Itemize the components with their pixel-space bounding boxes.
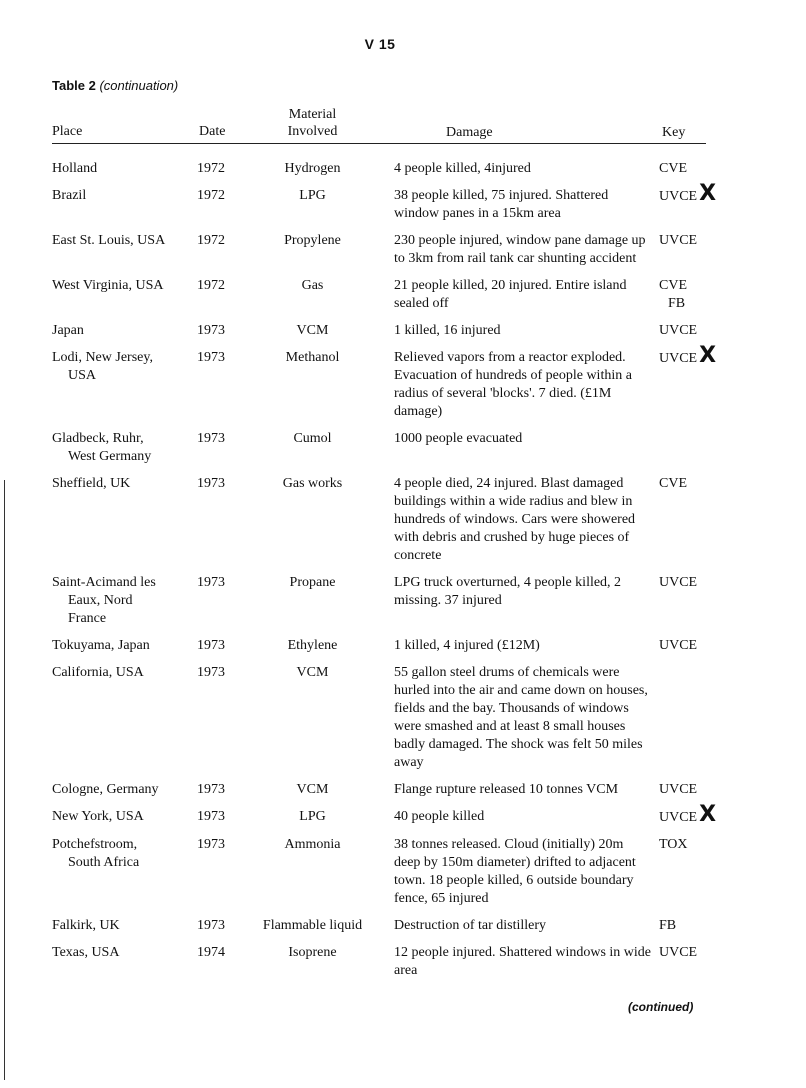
cell-key <box>659 160 719 178</box>
cell-date: 1973 <box>197 918 225 933</box>
cell-material: LPG <box>299 809 326 824</box>
table-caption-note: (continuation) <box>99 78 179 93</box>
cell-material: Ethylene <box>287 638 338 653</box>
header-material <box>270 106 355 140</box>
cell-place <box>52 322 197 340</box>
key-code: UVCE <box>659 810 698 825</box>
table-row <box>0 277 806 313</box>
cell-date: 1973 <box>197 665 225 680</box>
key-code: UVCE <box>659 575 698 590</box>
cell-damage: 4 people killed, 4injured <box>394 161 531 176</box>
table-caption <box>52 78 178 93</box>
cell-damage: 21 people killed, 20 injured. Entire island sealed off <box>394 278 627 311</box>
table-row <box>0 781 806 799</box>
cell-key <box>659 836 719 854</box>
cell-place <box>52 232 197 250</box>
header-material-line1: Material <box>288 107 337 122</box>
place-line: Holland <box>52 161 98 176</box>
place-line: Gladbeck, Ruhr, <box>52 431 144 446</box>
handwritten-x-mark: X <box>699 343 717 368</box>
table-row <box>0 944 806 980</box>
cell-damage: Flange rupture released 10 tonnes VCM <box>394 782 619 797</box>
table-row <box>0 836 806 908</box>
cell-material: VCM <box>296 323 329 338</box>
table-row <box>0 802 806 827</box>
cell-damage: 4 people died, 24 injured. Blast damaged buildings within a wide radius and blew in hundreds of windows. Cars were showered with debris and crushed by huge pieces of concrete <box>394 476 636 563</box>
cell-key <box>659 781 719 799</box>
key-code: UVCE <box>659 638 698 653</box>
table-row <box>0 574 806 628</box>
key-code: FB <box>659 918 677 933</box>
cell-date: 1973 <box>197 350 225 365</box>
cell-damage: 55 gallon steel drums of chemicals were hurled into the air and came down on houses, fields and the bay. Thousands of windows were smashed and at least 8 small houses badly damaged. The shock was felt 50 miles away <box>394 665 648 770</box>
cell-place <box>52 944 197 962</box>
cell-date: 1972 <box>197 188 225 203</box>
key-code: UVCE <box>659 945 698 960</box>
header-date: Date <box>199 124 226 139</box>
cell-material: Gas works <box>282 476 343 491</box>
table-row <box>0 637 806 655</box>
page-edge-line <box>4 480 5 1080</box>
place-line: West Virginia, USA <box>52 278 164 293</box>
place-line: Eaux, Nord <box>68 593 133 608</box>
cell-date: 1972 <box>197 161 225 176</box>
header-material-line2: Involved <box>287 124 338 139</box>
cell-place <box>52 475 197 493</box>
cell-date: 1972 <box>197 278 225 293</box>
cell-material: Propylene <box>284 233 341 248</box>
key-code: TOX <box>659 837 688 852</box>
place-line: West Germany <box>68 449 152 464</box>
cell-damage: Destruction of tar distillery <box>394 918 547 933</box>
key-code: CVE <box>659 476 687 491</box>
cell-damage: Relieved vapors from a reactor exploded. Evacuation of hundreds of people within a radius of several 'blocks'. 7 died. (£1M damage) <box>394 350 632 419</box>
cell-material: Cumol <box>293 431 332 446</box>
cell-key <box>659 574 719 592</box>
cell-material: Isoprene <box>288 945 337 960</box>
place-line: France <box>68 611 107 626</box>
cell-material: Hydrogen <box>284 161 341 176</box>
place-line: California, USA <box>52 665 144 680</box>
place-line: Sheffield, UK <box>52 476 131 491</box>
cell-place <box>52 277 197 295</box>
cell-key <box>659 322 719 340</box>
cell-date: 1973 <box>197 476 225 491</box>
cell-place <box>52 430 197 466</box>
cell-key <box>659 802 719 827</box>
table-row <box>0 181 806 223</box>
cell-place <box>52 781 197 799</box>
place-line: USA <box>68 368 97 383</box>
header-rule <box>52 143 706 144</box>
key-code: UVCE <box>659 233 698 248</box>
cell-damage: 1 killed, 16 injured <box>394 323 501 338</box>
cell-date: 1973 <box>197 837 225 852</box>
cell-place <box>52 160 197 178</box>
place-line: South Africa <box>68 855 140 870</box>
cell-key <box>659 475 719 493</box>
cell-key <box>659 232 719 250</box>
cell-date: 1972 <box>197 233 225 248</box>
cell-damage: 1 killed, 4 injured (£12M) <box>394 638 540 653</box>
cell-place <box>52 664 197 682</box>
page-number: V 15 <box>364 36 396 52</box>
key-code: UVCE <box>659 189 698 204</box>
cell-material: Ammonia <box>284 837 341 852</box>
cell-material: Methanol <box>285 350 340 365</box>
place-line: Tokuyama, Japan <box>52 638 150 653</box>
cell-material: Gas <box>301 278 324 293</box>
cell-place <box>52 349 197 385</box>
handwritten-x-mark: X <box>699 802 717 827</box>
place-line: Texas, USA <box>52 945 120 960</box>
cell-date: 1973 <box>197 638 225 653</box>
cell-material: Flammable liquid <box>262 918 363 933</box>
cell-key <box>659 277 719 313</box>
place-line: New York, USA <box>52 809 144 824</box>
cell-damage: 38 people killed, 75 injured. Shattered window panes in a 15km area <box>394 188 609 221</box>
cell-key <box>659 343 719 368</box>
cell-damage: 38 tonnes released. Cloud (initially) 20m deep by 150m diameter) drifted to adjacent town. 18 people killed, 6 outside boundary fence, 65 injured <box>394 837 636 906</box>
key-code: UVCE <box>659 351 698 366</box>
table-row <box>0 343 806 421</box>
continued-note: (continued) <box>628 1000 694 1014</box>
cell-date: 1973 <box>197 431 225 446</box>
cell-material: Propane <box>289 575 336 590</box>
place-line: Lodi, New Jersey, <box>52 350 153 365</box>
cell-damage: 12 people injured. Shattered windows in wide area <box>394 945 652 978</box>
cell-place <box>52 574 197 628</box>
cell-place <box>52 637 197 655</box>
cell-place <box>52 808 197 826</box>
place-line: Saint-Acimand les <box>52 575 156 590</box>
table-row <box>0 430 806 466</box>
place-line: Falkirk, UK <box>52 918 120 933</box>
cell-date: 1974 <box>197 945 225 960</box>
place-line: East St. Louis, USA <box>52 233 166 248</box>
key-code: UVCE <box>659 782 698 797</box>
handwritten-x-mark: X <box>699 181 717 206</box>
table-row <box>0 664 806 772</box>
cell-date: 1973 <box>197 782 225 797</box>
cell-place <box>52 917 197 935</box>
header-place: Place <box>52 124 83 139</box>
place-line: Potchefstroom, <box>52 837 138 852</box>
cell-material: LPG <box>299 188 326 203</box>
cell-date: 1973 <box>197 809 225 824</box>
cell-damage: 40 people killed <box>394 809 485 824</box>
cell-place <box>52 836 197 872</box>
cell-date: 1973 <box>197 323 225 338</box>
table-row <box>0 160 806 178</box>
table-row <box>0 917 806 935</box>
cell-key <box>659 944 719 962</box>
cell-damage: 1000 people evacuated <box>394 431 523 446</box>
cell-key <box>659 181 719 206</box>
place-line: Cologne, Germany <box>52 782 159 797</box>
key-code: UVCE <box>659 323 698 338</box>
table-row <box>0 475 806 565</box>
table-label: Table 2 <box>52 78 96 93</box>
table-row <box>0 322 806 340</box>
table-row <box>0 232 806 268</box>
cell-damage: LPG truck overturned, 4 people killed, 2 missing. 37 injured <box>394 575 622 608</box>
place-line: Japan <box>52 323 84 338</box>
cell-place <box>52 187 197 205</box>
table-body <box>0 160 806 989</box>
key-code: CVE <box>659 161 687 176</box>
header-damage: Damage <box>446 125 493 140</box>
cell-key <box>659 917 719 935</box>
cell-material: VCM <box>296 782 329 797</box>
cell-date: 1973 <box>197 575 225 590</box>
place-line: Brazil <box>52 188 87 203</box>
header-key: Key <box>662 125 686 140</box>
cell-material: VCM <box>296 665 329 680</box>
cell-key <box>659 637 719 655</box>
cell-damage: 230 people injured, window pane damage up to 3km from rail tank car shunting accident <box>394 233 646 266</box>
key-code: FB <box>668 296 686 311</box>
key-code: CVE <box>659 278 687 293</box>
